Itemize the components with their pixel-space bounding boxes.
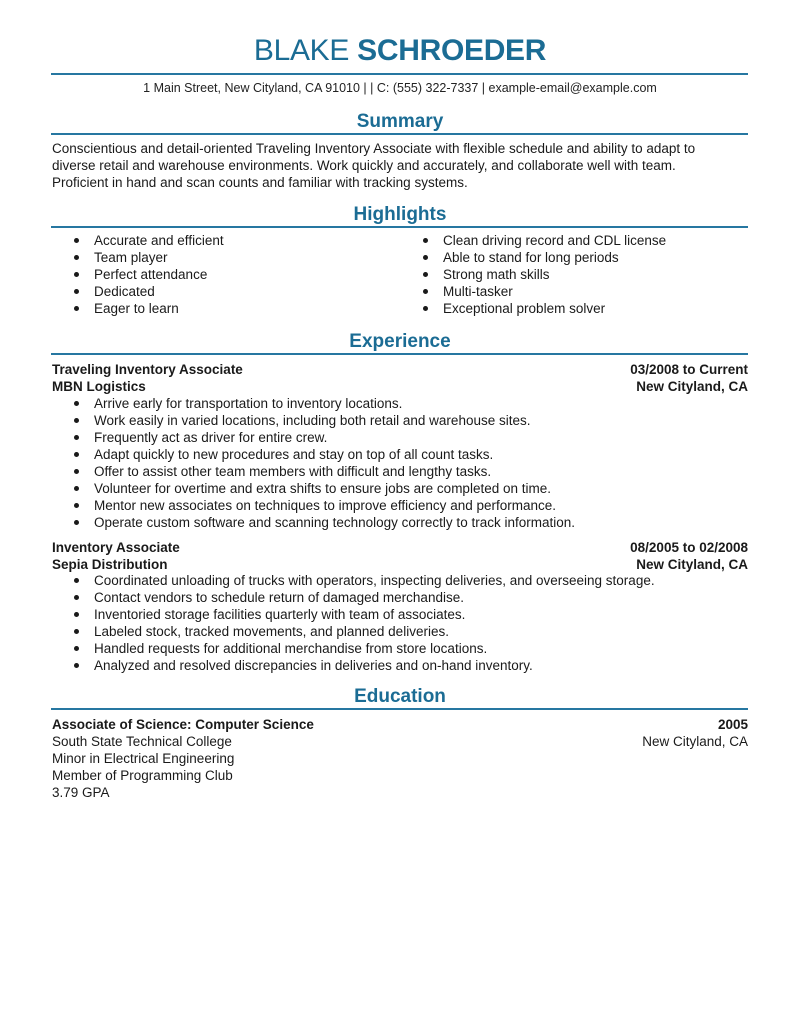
education-detail: 3.79 GPA: [52, 785, 110, 800]
header-divider: [51, 73, 748, 75]
job-company: MBN Logistics: [52, 379, 146, 394]
bullet-icon: [74, 469, 79, 474]
education-divider: [51, 708, 748, 710]
school-location: New Cityland, CA: [642, 734, 748, 749]
summary-line: Conscientious and detail-oriented Traveling Inventory Associate with flexible schedule and ability to adapt to: [52, 141, 696, 156]
summary-line: diverse retail and warehouse environments. Work quickly and accurately, and collaborate well with team.: [52, 158, 676, 173]
job-title: Traveling Inventory Associate: [52, 362, 243, 377]
job-company: Sepia Distribution: [52, 557, 168, 572]
duty-item: Labeled stock, tracked movements, and planned deliveries.: [52, 623, 748, 640]
bullet-icon: [74, 646, 79, 651]
bullet-icon: [423, 306, 428, 311]
education-heading: Education: [354, 686, 446, 707]
summary-text: [52, 140, 748, 191]
duty-item: Coordinated unloading of trucks with operators, inspecting deliveries, and overseeing storage.: [52, 572, 748, 589]
bullet-icon: [423, 255, 428, 260]
highlight-item: Eager to learn: [52, 300, 392, 317]
highlight-item: Perfect attendance: [52, 266, 392, 283]
degree-row: [52, 716, 748, 733]
duty-item: Offer to assist other team members with difficult and lengthy tasks.: [52, 463, 748, 480]
education-detail: Member of Programming Club: [52, 768, 233, 783]
duty-item: Handled requests for additional merchandise from store locations.: [52, 640, 748, 657]
duty-item: Contact vendors to schedule return of damaged merchandise.: [52, 589, 748, 606]
school-row: [52, 733, 748, 750]
last-name: SCHROEDER: [357, 34, 547, 67]
education-detail: Minor in Electrical Engineering: [52, 751, 235, 766]
highlight-item: Clean driving record and CDL license: [401, 232, 748, 249]
highlight-item: Multi-tasker: [401, 283, 748, 300]
bullet-icon: [74, 486, 79, 491]
highlights-divider: [51, 226, 748, 228]
bullet-icon: [423, 238, 428, 243]
bullet-icon: [74, 452, 79, 457]
first-name: BLAKE: [253, 34, 350, 67]
duty-item: Work easily in varied locations, including both retail and warehouse sites.: [52, 412, 748, 429]
job-dates: 08/2005 to 02/2008: [630, 540, 748, 555]
bullet-icon: [74, 272, 79, 277]
bullet-icon: [74, 435, 79, 440]
graduation-year: 2005: [717, 717, 748, 732]
bullet-icon: [74, 238, 79, 243]
job-location: New Cityland, CA: [636, 379, 748, 394]
bullet-icon: [74, 255, 79, 260]
bullet-icon: [74, 503, 79, 508]
bullet-icon: [74, 629, 79, 634]
summary-line: Proficient in hand and scan counts and familiar with tracking systems.: [52, 175, 468, 190]
job-location: New Cityland, CA: [636, 557, 748, 572]
job-company-row: [52, 556, 748, 573]
bullet-icon: [74, 289, 79, 294]
school-name: South State Technical College: [52, 734, 232, 749]
bullet-icon: [74, 418, 79, 423]
job-title-row: [52, 539, 748, 556]
experience-heading: Experience: [349, 331, 451, 352]
job-title-row: [52, 361, 748, 378]
job-duties-list: [52, 572, 748, 674]
duty-item: Frequently act as driver for entire crew.: [52, 429, 748, 446]
bullet-icon: [423, 289, 428, 294]
duty-item: Volunteer for overtime and extra shifts to ensure jobs are completed on time.: [52, 480, 748, 497]
highlight-item: Able to stand for long periods: [401, 249, 748, 266]
duty-item: Inventoried storage facilities quarterly with team of associates.: [52, 606, 748, 623]
duty-item: Mentor new associates on techniques to improve efficiency and performance.: [52, 497, 748, 514]
bullet-icon: [74, 306, 79, 311]
highlights-left-list: [52, 232, 392, 317]
bullet-icon: [74, 401, 79, 406]
experience-divider: [51, 353, 748, 355]
summary-heading: Summary: [356, 111, 444, 132]
highlight-item: Team player: [52, 249, 392, 266]
bullet-icon: [74, 520, 79, 525]
job-company-row: [52, 378, 748, 395]
bullet-icon: [423, 272, 428, 277]
job-dates: 03/2008 to Current: [630, 362, 748, 377]
bullet-icon: [74, 612, 79, 617]
duty-item: Operate custom software and scanning technology correctly to track information.: [52, 514, 748, 531]
job-duties-list: [52, 395, 748, 531]
duty-item: Arrive early for transportation to inventory locations.: [52, 395, 748, 412]
highlights-right-list: [401, 232, 748, 317]
summary-divider: [51, 133, 748, 135]
highlights-heading: Highlights: [353, 204, 447, 225]
job-title: Inventory Associate: [52, 540, 180, 555]
bullet-icon: [74, 663, 79, 668]
highlight-item: Dedicated: [52, 283, 392, 300]
highlight-item: Exceptional problem solver: [401, 300, 748, 317]
contact-info: 1 Main Street, New Cityland, CA 91010 | | C: (555) 322-7337 | example-email@example.com: [143, 81, 657, 95]
highlight-item: Strong math skills: [401, 266, 748, 283]
degree: Associate of Science: Computer Science: [52, 717, 314, 732]
bullet-icon: [74, 578, 79, 583]
duty-item: Adapt quickly to new procedures and stay on top of all count tasks.: [52, 446, 748, 463]
duty-item: Analyzed and resolved discrepancies in deliveries and on-hand inventory.: [52, 657, 748, 674]
highlight-item: Accurate and efficient: [52, 232, 392, 249]
candidate-name: [52, 34, 748, 68]
bullet-icon: [74, 595, 79, 600]
